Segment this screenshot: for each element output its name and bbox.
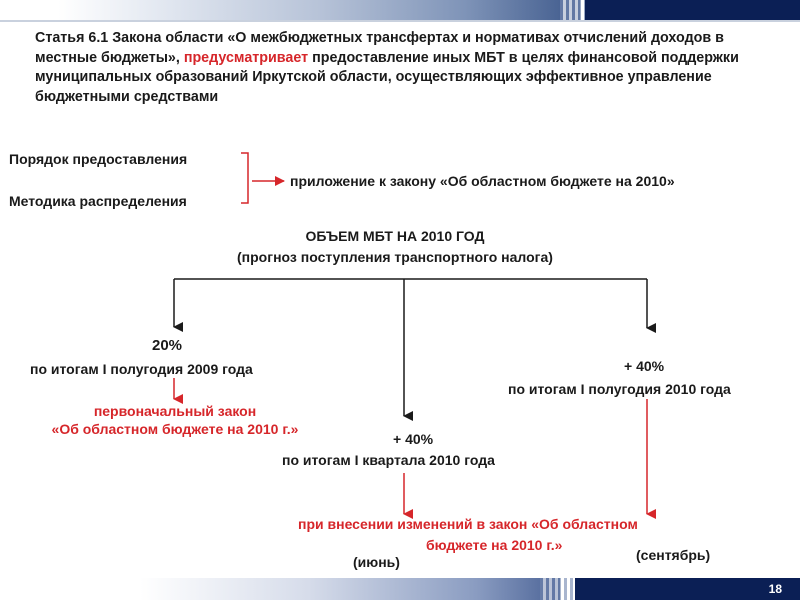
- bottom-banner-gradient: [0, 578, 560, 600]
- slide-number: 18: [768, 582, 782, 596]
- left-period: по итогам I полугодия 2009 года: [30, 361, 253, 377]
- red-bracket: [241, 153, 248, 203]
- paragraph-highlight: предусматривает: [183, 49, 309, 66]
- bottom-banner: [0, 578, 800, 600]
- bottom-banner-pattern: [540, 578, 580, 600]
- bracket-item-method: Методика распределения: [9, 193, 187, 209]
- paragraph-part1: Статья 6.1 Закона области «О межбюджетных трансфертах и нормативах отчислений доходов в местные бюджеты»,: [35, 30, 724, 66]
- changes-line2: бюджете на 2010 г.»: [426, 537, 563, 553]
- bracket-target: приложение к закону «Об областном бюджете на 2010»: [290, 173, 675, 189]
- volume-title: ОБЪЕМ МБТ НА 2010 ГОД: [305, 228, 485, 244]
- left-percent: 20%: [152, 337, 183, 354]
- right-percent: + 40%: [624, 358, 665, 374]
- left-law-line2: «Об областном бюджете на 2010 г.»: [51, 421, 299, 437]
- bracket-item-order: Порядок предоставления: [9, 151, 188, 167]
- changes-september: (сентябрь): [636, 547, 711, 563]
- changes-june: (июнь): [353, 554, 400, 570]
- left-law-line1: первоначальный закон: [93, 403, 257, 419]
- right-period: по итогам I полугодия 2010 года: [508, 381, 731, 397]
- changes-line1: при внесении изменений в закон «Об областном: [298, 516, 638, 532]
- middle-period: по итогам I квартала 2010 года: [282, 452, 495, 468]
- paragraph-part2: предоставление иных МБТ в целях финансовой поддержки муниципальных образований Иркутской области, осуществляющих эффективное управление бюджетными средствами: [35, 49, 739, 105]
- bottom-banner-solid: [575, 578, 800, 600]
- volume-subtitle: (прогноз поступления транспортного налога): [237, 249, 553, 265]
- middle-percent: + 40%: [393, 431, 434, 447]
